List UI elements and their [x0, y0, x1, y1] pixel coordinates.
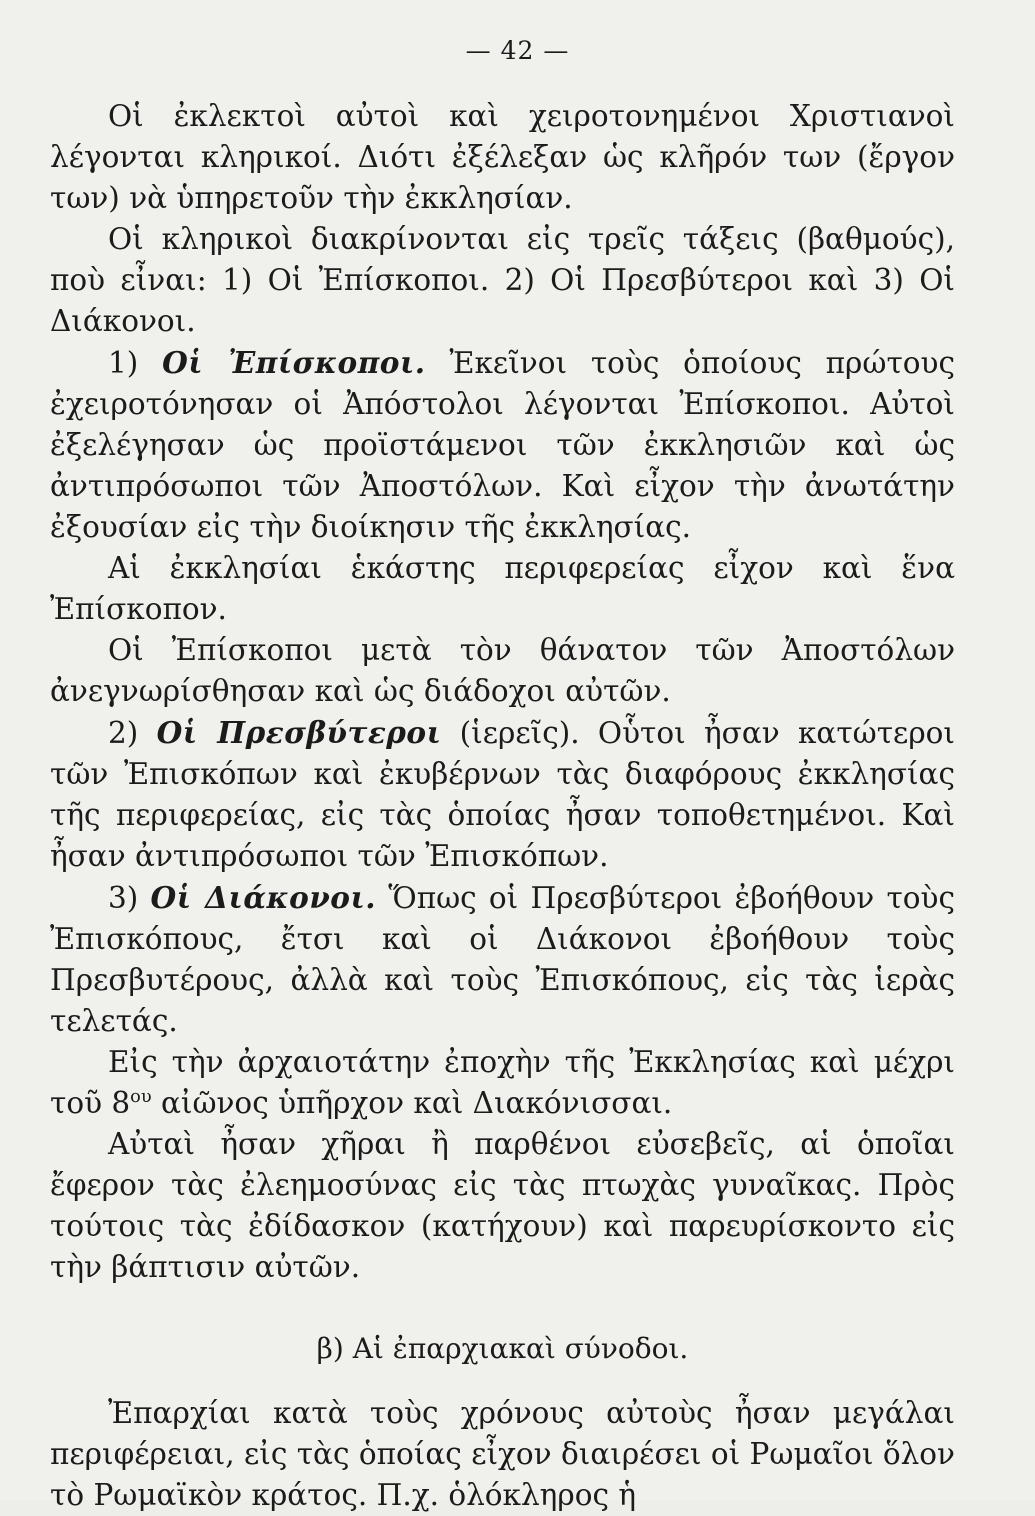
- page-body: [50, 96, 955, 1516]
- lead-term-bishops: Οἱ Ἐπίσκοποι.: [162, 345, 426, 380]
- paragraph-text: (ἱερεῖς). Οὗτοι ἦσαν κατώτεροι τῶν Ἐπισκόπων καὶ ἐκυβέρνων τὰς διαφόρους ἐκκλησίας τῆς περιφερείας, εἰς τὰς ὁποίας ἦσαν τοποθετημένοι. Καὶ ἦσαν ἀντιπρόσωποι τῶν Ἐπισκόπων.: [50, 716, 955, 873]
- paragraph-deaconesses-duties: Αὐταὶ ἦσαν χῆραι ἢ παρθένοι εὐσεβεῖς, αἱ ὁποῖαι ἔφερον τὰς ἐλεημοσύνας εἰς τὰς πτωχὰς γυναῖκας. Πρὸς τούτοις τὰς ἐδίδασκον (κατήχουν) καὶ παρευρίσκοντο εἰς τὴν βάπτισιν αὐτῶν.: [50, 1127, 955, 1284]
- paragraph-bishops-successors: Οἱ Ἐπίσκοποι μετὰ τὸν θάνατον τῶν Ἀποστόλων ἀνεγνωρίσθησαν καὶ ὡς διάδοχοι αὐτῶν.: [50, 633, 955, 708]
- section-heading: [50, 1328, 955, 1369]
- paragraph-text: Ὅπως οἱ Πρεσβύτεροι ἐβοήθουν τοὺς Ἐπισκόπους, ἔτσι καὶ οἱ Διάκονοι ἐβοήθουν τοὺς Πρεσβυτέρους, ἀλλὰ καὶ τοὺς Ἐπισκόπους, εἰς τὰς ἱερὰς τελετάς.: [50, 881, 955, 1038]
- paragraph-clergy-definition: Οἱ ἐκλεκτοὶ αὐτοὶ καὶ χειροτονημένοι Χριστιανοὶ λέγονται κληρικοί. Διότι ἐξέλεξαν ὡς κλῆρόν των (ἔργον των) νὰ ὑπηρετοῦν τὴν ἐκκλησίαν.: [50, 99, 955, 215]
- item-number: 3): [108, 881, 139, 915]
- lead-term-deacons: Οἱ Διάκονοι.: [150, 880, 377, 915]
- paragraph-clergy-ranks: Οἱ κληρικοὶ διακρίνονται εἰς τρεῖς τάξεις (βαθμούς), ποὺ εἶναι: 1) Οἱ Ἐπίσκοποι. 2) Οἱ Πρεσβύτεροι καὶ 3) Οἱ Διάκονοι.: [50, 222, 955, 338]
- paragraph-text: Εἰς τὴν ἀρχαιοτάτην ἐποχὴν τῆς Ἐκκλησίας καὶ μέχρι τοῦ 8: [50, 1045, 955, 1120]
- item-number: 2): [108, 716, 139, 750]
- paragraph-provinces: Ἐπαρχίαι κατὰ τοὺς χρόνους αὐτοὺς ἦσαν μεγάλαι περιφέρειαι, εἰς τὰς ὁποίας εἶχον διαιρέσει οἱ Ρωμαῖοι ὅλον τὸ Ρωμαϊκὸν κράτος. Π.χ. ὁλόκληρος ἡ: [50, 1396, 955, 1512]
- paragraph-deaconesses: [50, 1042, 955, 1124]
- paragraph-bishops: [50, 342, 955, 548]
- paragraph-text: Ἐκεῖνοι τοὺς ὁποίους πρώτους ἐχειροτόνησαν οἱ Ἀπόστολοι λέγονται Ἐπίσκοποι. Αὐτοὶ ἐξελέγησαν ὡς προϊστάμενοι τῶν ἐκκλησιῶν καὶ ὡς ἀντιπρόσωποι τῶν Ἀποστόλων. Καὶ εἶχον τὴν ἀνωτάτην ἐξουσίαν εἰς τὴν διοίκησιν τῆς ἐκκλησίας.: [50, 346, 955, 544]
- paragraph-deacons: [50, 877, 955, 1042]
- item-number: 1): [108, 346, 139, 380]
- section-marker: β): [316, 1332, 344, 1365]
- paragraph-text: αἰῶνος ὑπῆρχον καὶ Διακόνισσαι.: [151, 1086, 673, 1120]
- ordinal-suffix: ου: [130, 1087, 152, 1108]
- page-number: — 42 —: [465, 36, 570, 65]
- paragraph-presbyters: [50, 712, 955, 877]
- paragraph-bishop-per-region: Αἱ ἐκκλησίαι ἑκάστης περιφερείας εἶχον καὶ ἕνα Ἐπίσκοπον.: [50, 551, 955, 626]
- lead-term-presbyters: Οἱ Πρεσβύτεροι: [156, 715, 442, 750]
- section-title: Αἱ ἐπαρχιακαὶ σύνοδοι.: [352, 1332, 689, 1365]
